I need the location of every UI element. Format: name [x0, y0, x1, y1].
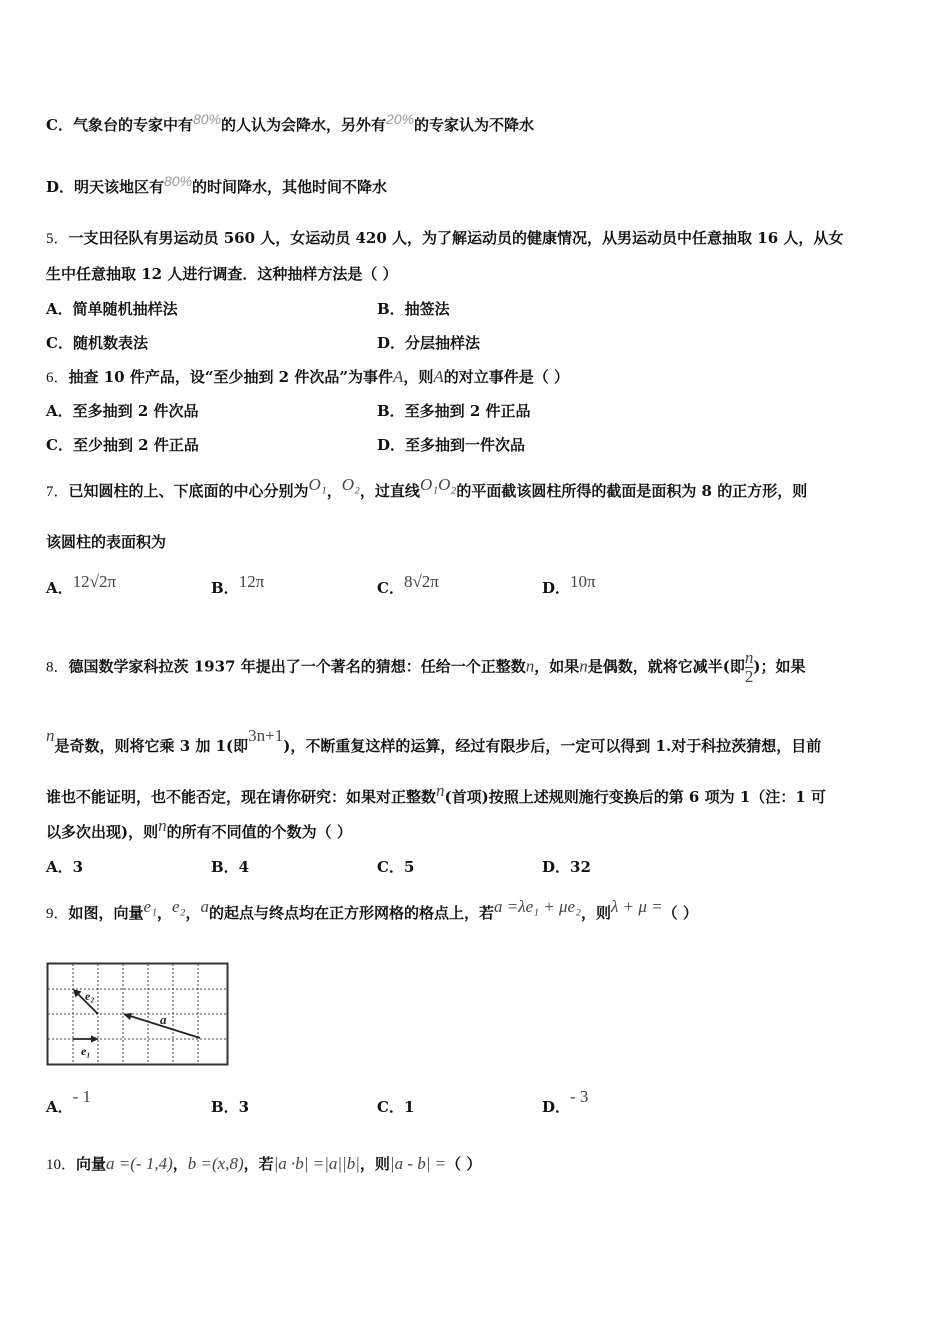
q5-stem-line2: [46, 264, 398, 284]
q5-stem-line1: [46, 228, 843, 249]
q5-option-d[interactable]: D．分层抽样法: [377, 334, 481, 352]
vector-a-def: a =(- 1,4): [106, 1154, 173, 1173]
q9-text-2: ，: [157, 904, 173, 922]
q7-option-a[interactable]: [46, 572, 117, 598]
grid-lines: [48, 964, 228, 1064]
q8-text-1d: )；如果: [753, 657, 806, 676]
q8-text-3b: (首项)按照上述规则施行变换后的第 6 项为 1（注：1 可: [444, 788, 826, 806]
point-o2: O₂: [341, 475, 360, 494]
var-n-4: n: [436, 781, 445, 800]
q4-option-c-text-a: C．气象台的专家中有: [46, 116, 193, 134]
q5-option-a[interactable]: A．简单随机抽样法: [46, 300, 178, 318]
q7-stem-line2: 该圆柱的表面积为: [46, 533, 167, 551]
vector-e1: e₁: [143, 897, 157, 916]
var-n-3: n: [46, 726, 55, 745]
q8-stem-line2: [46, 726, 822, 756]
q8-option-d[interactable]: D．32: [542, 858, 591, 876]
percent-80-d: 80%: [164, 173, 193, 189]
event-a-2: A: [433, 367, 444, 386]
q9-option-b[interactable]: B．3: [211, 1098, 250, 1116]
lambda-plus-mu: λ + μ =: [611, 897, 663, 916]
q9-option-a-label: A．: [46, 1098, 73, 1116]
q7-option-d-value: 10π: [570, 572, 596, 591]
q9-text-1: 如图，向量: [68, 904, 144, 922]
q7-option-d-label: D．: [542, 579, 571, 597]
q9-option-d[interactable]: [542, 1087, 589, 1117]
event-a: A: [392, 367, 404, 386]
var-n-2: n: [579, 656, 588, 676]
q7-option-b-label: B．: [211, 579, 239, 597]
point-o1: O₁: [308, 475, 327, 494]
q9-text-4: 的起点与终点均在正方形网格的格点上，若: [209, 904, 495, 922]
fraction-denominator: 2: [744, 667, 754, 686]
q8-option-b[interactable]: B．4: [211, 858, 250, 876]
q6-option-c[interactable]: C．至少抽到 2 件正品: [46, 436, 199, 454]
var-n-5: n: [158, 816, 167, 835]
q5-text-line1: 一支田径队有男运动员 560 人，女运动员 420 人，为了解运动员的健康情况，从男运动员中任意抽取 16 人，从女: [68, 229, 844, 247]
q9-stem: [46, 897, 698, 924]
label-e1: e₁: [81, 1044, 91, 1058]
q10-number: 10．: [46, 1157, 77, 1173]
q6-text-c: 的对立事件是（ ）: [443, 368, 570, 386]
q7-text-a: 已知圆柱的上、下底面的中心分别为: [68, 482, 309, 500]
q8-option-a[interactable]: A．3: [46, 858, 84, 876]
q9-option-c[interactable]: C．1: [377, 1098, 415, 1116]
vector-grid-figure: [46, 962, 230, 1067]
q9-option-a[interactable]: [46, 1087, 92, 1117]
q6-option-a[interactable]: A．至多抽到 2 件次品: [46, 402, 199, 420]
q7-option-b-value: 12π: [238, 572, 265, 591]
line-o1o2: O₁O₂: [419, 475, 457, 494]
q8-option-c[interactable]: C．5: [377, 858, 415, 876]
q6-option-d[interactable]: D．至多抽到一件次品: [377, 436, 526, 454]
q10-text-4: ，则: [359, 1155, 390, 1173]
q8-text-2b: )，不断重复这样的运算，经过有限步后，一定可以得到 1.对于科拉茨猜想，目前: [283, 737, 822, 755]
vector-e2: e₂: [172, 897, 186, 916]
q7-option-b[interactable]: [211, 572, 265, 598]
label-e2: e₂: [85, 989, 95, 1003]
q7-option-c-label: C．: [377, 579, 404, 597]
q8-number: 8．: [46, 659, 69, 676]
q7-text-c: 的平面截该圆柱所得的截面是面积为 8 的正方形，则: [456, 482, 808, 500]
q4-option-d-text-b: 的时间降水，其他时间不降水: [192, 178, 388, 196]
q4-option-c-text-c: 的专家认为不降水: [414, 116, 535, 134]
var-n: n: [525, 656, 535, 676]
q9-text-6: （ ）: [662, 904, 698, 922]
vector-b-def: b =(x,8): [187, 1154, 244, 1173]
q8-text-4a: 以多次出现)，则: [46, 823, 159, 841]
q4-option-d: [46, 173, 388, 197]
q9-text-5: ，则: [581, 904, 612, 922]
q10-text-1: 向量: [76, 1155, 107, 1173]
q10-text-2: ，: [172, 1155, 188, 1173]
q8-text-4b: 的所有不同值的个数为（ ）: [166, 823, 352, 841]
q7-option-c-value: 8√2π: [403, 572, 439, 591]
q8-stem-line3: [46, 781, 826, 807]
q8-stem-line4: [46, 816, 352, 842]
q9-text-3: ，: [185, 904, 201, 922]
q10-ask: |a - b| =: [389, 1154, 447, 1173]
q5-option-c[interactable]: C．随机数表法: [46, 334, 148, 352]
q9-number: 9．: [46, 906, 69, 922]
q4-option-c-text-b: 的人认为会降水，另外有: [220, 116, 386, 134]
q9-option-a-value: - 1: [72, 1087, 92, 1106]
q7-option-c[interactable]: [377, 572, 439, 598]
q7-stem-line1: [46, 475, 808, 502]
q10-text-5: （ ）: [446, 1155, 482, 1173]
q7-number: 7．: [46, 484, 69, 500]
q5-text-line2: 生中任意抽取 12 人进行调查．这种抽样方法是（ ）: [46, 265, 398, 283]
label-a: a: [160, 1012, 167, 1027]
q5-option-b[interactable]: B．抽签法: [377, 300, 450, 318]
percent-20: 20%: [386, 111, 415, 127]
q6-text-b: ，则: [403, 368, 434, 386]
q4-option-c: [46, 111, 535, 135]
q7-option-a-label: A．: [46, 579, 73, 597]
q8-stem-line1: [46, 649, 805, 686]
q9-option-d-value: - 3: [570, 1087, 589, 1106]
q7-option-a-value: 12√2π: [72, 572, 117, 591]
q7-text-b: ，过直线: [359, 482, 420, 500]
q8-text-1c: 是偶数，就将它减半(即: [587, 657, 745, 676]
vector-e1-arrow: [73, 1036, 99, 1043]
q8-text-1a: 德国数学家科拉茨 1937 年提出了一个著名的猜想：任给一个正整数: [68, 657, 526, 676]
q8-text-1b: ，如果: [534, 657, 580, 676]
q10-stem: [46, 1154, 481, 1175]
vector-a: a: [200, 897, 209, 916]
fraction-numerator: n: [744, 648, 754, 667]
q5-number: 5．: [46, 231, 69, 247]
expr-3n-plus-1: 3n+1: [248, 726, 284, 745]
q6-option-b[interactable]: B．至多抽到 2 件正品: [377, 402, 531, 420]
q9-option-d-label: D．: [542, 1098, 571, 1116]
q7-option-d[interactable]: [542, 572, 596, 598]
q10-text-3: ，若: [243, 1155, 274, 1173]
percent-80: 80%: [192, 111, 221, 127]
q10-condition: |a ·b| =|a||b|: [273, 1154, 360, 1173]
q6-stem: [46, 367, 569, 388]
q4-option-d-text-a: D．明天该地区有: [46, 178, 165, 196]
q6-text-a: 抽查 10 件产品，设“至少抽到 2 件次品”为事件: [68, 368, 393, 386]
q9-equation: a =λe₁ + μe₂: [494, 897, 582, 916]
q8-text-2a: 是奇数，则将它乘 3 加 1(即: [54, 737, 249, 755]
q8-text-3a: 谁也不能证明，也不能否定，现在请你研究：如果对正整数: [46, 788, 437, 806]
q7-comma: ，: [326, 482, 342, 500]
q6-number: 6．: [46, 370, 69, 386]
